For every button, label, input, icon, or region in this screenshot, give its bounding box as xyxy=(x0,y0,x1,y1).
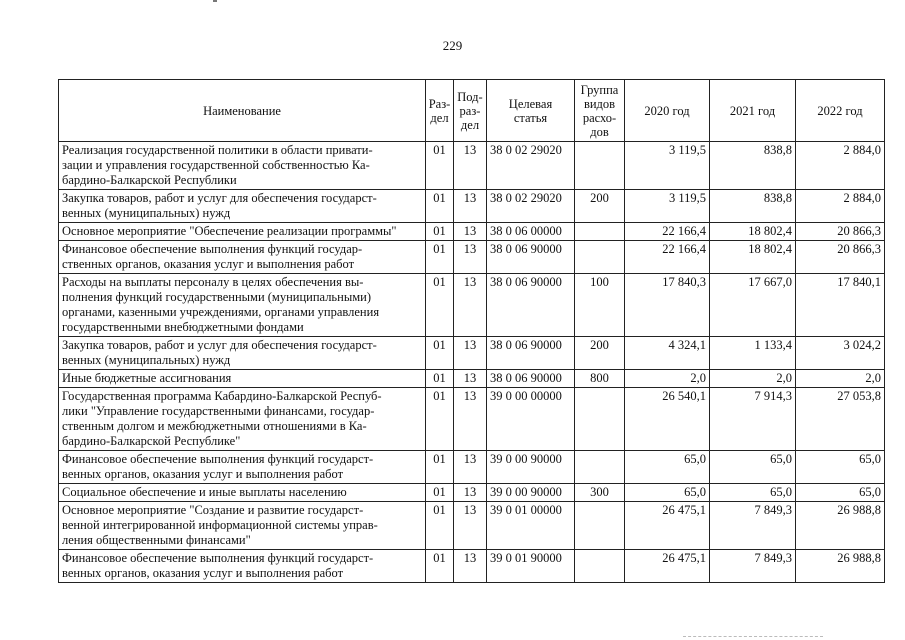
row-2022-cell: 27 053,8 xyxy=(796,388,885,451)
row-subsection-cell: 13 xyxy=(454,484,487,502)
row-target-article-cell: 39 0 01 00000 xyxy=(487,502,575,550)
row-name-cell: Реализация государственной политики в области привати- зации и управления государственной собственностью Ка- бардино-Балкарской Республики xyxy=(59,142,426,190)
header-name: Наименование xyxy=(59,80,426,142)
table-row xyxy=(59,241,885,274)
row-target-article-cell: 38 0 06 90000 xyxy=(487,274,575,337)
row-expense-group-cell xyxy=(575,451,625,484)
table-row xyxy=(59,550,885,583)
row-2020-cell: 3 119,5 xyxy=(625,190,710,223)
row-subsection-cell: 13 xyxy=(454,142,487,190)
row-2021-cell: 18 802,4 xyxy=(710,223,796,241)
row-name-cell: Иные бюджетные ассигнования xyxy=(59,370,426,388)
row-name-cell: Государственная программа Кабардино-Балкарской Респуб- лики "Управление государственными финансами, государ- ственным долгом и межбюджетными отношениями в Ка- бардино-Балкарской Республике" xyxy=(59,388,426,451)
table-row xyxy=(59,502,885,550)
row-2022-cell: 2,0 xyxy=(796,370,885,388)
row-2020-cell: 22 166,4 xyxy=(625,241,710,274)
row-target-article-cell: 38 0 06 90000 xyxy=(487,241,575,274)
row-2021-cell: 7 849,3 xyxy=(710,502,796,550)
row-2022-cell: 17 840,1 xyxy=(796,274,885,337)
row-section-cell: 01 xyxy=(426,241,454,274)
page-number: 229 xyxy=(442,38,463,53)
row-target-article-cell: 39 0 00 00000 xyxy=(487,388,575,451)
row-name-cell: Основное мероприятие "Обеспечение реализации программы" xyxy=(59,223,426,241)
row-name-cell: Расходы на выплаты персоналу в целях обеспечения вы- полнения функций государственными (муниципальными) органами, казенными учреждениями, органами управления государственными внебюджетными фондами xyxy=(59,274,426,337)
row-target-article-cell: 39 0 01 90000 xyxy=(487,550,575,583)
row-name-cell: Закупка товаров, работ и услуг для обеспечения государст- венных (муниципальных) нужд xyxy=(59,190,426,223)
table-row xyxy=(59,223,885,241)
row-2022-cell: 26 988,8 xyxy=(796,550,885,583)
row-expense-group-cell xyxy=(575,223,625,241)
header-expense-group: Группа видов расхо- дов xyxy=(575,80,625,142)
header-target-article: Целевая статья xyxy=(487,80,575,142)
table-row xyxy=(59,388,885,451)
header-subsection: Под- раз- дел xyxy=(454,80,487,142)
row-section-cell: 01 xyxy=(426,388,454,451)
row-subsection-cell: 13 xyxy=(454,388,487,451)
row-2020-cell: 17 840,3 xyxy=(625,274,710,337)
row-expense-group-cell: 800 xyxy=(575,370,625,388)
row-2021-cell: 7 849,3 xyxy=(710,550,796,583)
row-2020-cell: 65,0 xyxy=(625,484,710,502)
row-target-article-cell: 38 0 02 29020 xyxy=(487,142,575,190)
row-expense-group-cell xyxy=(575,241,625,274)
scan-artifact-bottom xyxy=(683,636,823,638)
row-subsection-cell: 13 xyxy=(454,241,487,274)
row-2020-cell: 22 166,4 xyxy=(625,223,710,241)
row-expense-group-cell: 200 xyxy=(575,190,625,223)
row-target-article-cell: 39 0 00 90000 xyxy=(487,451,575,484)
row-2020-cell: 4 324,1 xyxy=(625,337,710,370)
table-row xyxy=(59,451,885,484)
row-2020-cell: 26 475,1 xyxy=(625,550,710,583)
row-subsection-cell: 13 xyxy=(454,223,487,241)
row-2022-cell: 20 866,3 xyxy=(796,241,885,274)
row-expense-group-cell xyxy=(575,502,625,550)
row-2022-cell: 2 884,0 xyxy=(796,190,885,223)
header-year-2022: 2022 год xyxy=(796,80,885,142)
table-row xyxy=(59,484,885,502)
row-subsection-cell: 13 xyxy=(454,337,487,370)
row-name-cell: Закупка товаров, работ и услуг для обеспечения государст- венных (муниципальных) нужд xyxy=(59,337,426,370)
row-2021-cell: 65,0 xyxy=(710,451,796,484)
row-2022-cell: 20 866,3 xyxy=(796,223,885,241)
row-subsection-cell: 13 xyxy=(454,370,487,388)
table-row xyxy=(59,190,885,223)
row-subsection-cell: 13 xyxy=(454,274,487,337)
row-subsection-cell: 13 xyxy=(454,502,487,550)
row-section-cell: 01 xyxy=(426,502,454,550)
row-section-cell: 01 xyxy=(426,370,454,388)
header-row xyxy=(59,80,885,142)
table-row xyxy=(59,274,885,337)
scan-artifact xyxy=(213,0,217,2)
row-subsection-cell: 13 xyxy=(454,451,487,484)
row-2021-cell: 65,0 xyxy=(710,484,796,502)
row-name-cell: Финансовое обеспечение выполнения функций государст- венных органов, оказания услуг и выполнения работ xyxy=(59,451,426,484)
table-row xyxy=(59,142,885,190)
row-2020-cell: 65,0 xyxy=(625,451,710,484)
row-section-cell: 01 xyxy=(426,550,454,583)
row-name-cell: Основное мероприятие "Создание и развитие государст- венной интегрированной информационной системы управ- ления общественными финансами" xyxy=(59,502,426,550)
row-2021-cell: 18 802,4 xyxy=(710,241,796,274)
row-2021-cell: 17 667,0 xyxy=(710,274,796,337)
row-2020-cell: 26 540,1 xyxy=(625,388,710,451)
row-2021-cell: 1 133,4 xyxy=(710,337,796,370)
header-year-2021: 2021 год xyxy=(710,80,796,142)
row-2020-cell: 2,0 xyxy=(625,370,710,388)
row-target-article-cell: 39 0 00 90000 xyxy=(487,484,575,502)
table-row xyxy=(59,370,885,388)
row-2020-cell: 3 119,5 xyxy=(625,142,710,190)
row-target-article-cell: 38 0 06 00000 xyxy=(487,223,575,241)
row-subsection-cell: 13 xyxy=(454,190,487,223)
row-2021-cell: 838,8 xyxy=(710,190,796,223)
row-section-cell: 01 xyxy=(426,190,454,223)
row-2022-cell: 3 024,2 xyxy=(796,337,885,370)
row-2021-cell: 838,8 xyxy=(710,142,796,190)
table-row xyxy=(59,337,885,370)
row-2021-cell: 7 914,3 xyxy=(710,388,796,451)
table-body xyxy=(59,142,885,583)
row-2022-cell: 65,0 xyxy=(796,451,885,484)
header-year-2020: 2020 год xyxy=(625,80,710,142)
row-target-article-cell: 38 0 06 90000 xyxy=(487,337,575,370)
row-expense-group-cell xyxy=(575,550,625,583)
row-name-cell: Финансовое обеспечение выполнения функций государст- венных органов, оказания услуг и выполнения работ xyxy=(59,550,426,583)
row-expense-group-cell: 200 xyxy=(575,337,625,370)
row-section-cell: 01 xyxy=(426,274,454,337)
row-expense-group-cell xyxy=(575,142,625,190)
row-expense-group-cell: 300 xyxy=(575,484,625,502)
row-2022-cell: 65,0 xyxy=(796,484,885,502)
row-expense-group-cell: 100 xyxy=(575,274,625,337)
row-target-article-cell: 38 0 06 90000 xyxy=(487,370,575,388)
row-section-cell: 01 xyxy=(426,337,454,370)
row-2022-cell: 2 884,0 xyxy=(796,142,885,190)
row-2022-cell: 26 988,8 xyxy=(796,502,885,550)
row-target-article-cell: 38 0 02 29020 xyxy=(487,190,575,223)
row-expense-group-cell xyxy=(575,388,625,451)
row-section-cell: 01 xyxy=(426,484,454,502)
row-2021-cell: 2,0 xyxy=(710,370,796,388)
header-section: Раз- дел xyxy=(426,80,454,142)
row-section-cell: 01 xyxy=(426,223,454,241)
row-name-cell: Социальное обеспечение и иные выплаты населению xyxy=(59,484,426,502)
row-section-cell: 01 xyxy=(426,451,454,484)
row-name-cell: Финансовое обеспечение выполнения функций государ- ственных органов, оказания услуг и выполнения работ xyxy=(59,241,426,274)
row-2020-cell: 26 475,1 xyxy=(625,502,710,550)
row-subsection-cell: 13 xyxy=(454,550,487,583)
row-section-cell: 01 xyxy=(426,142,454,190)
budget-table xyxy=(58,79,885,583)
